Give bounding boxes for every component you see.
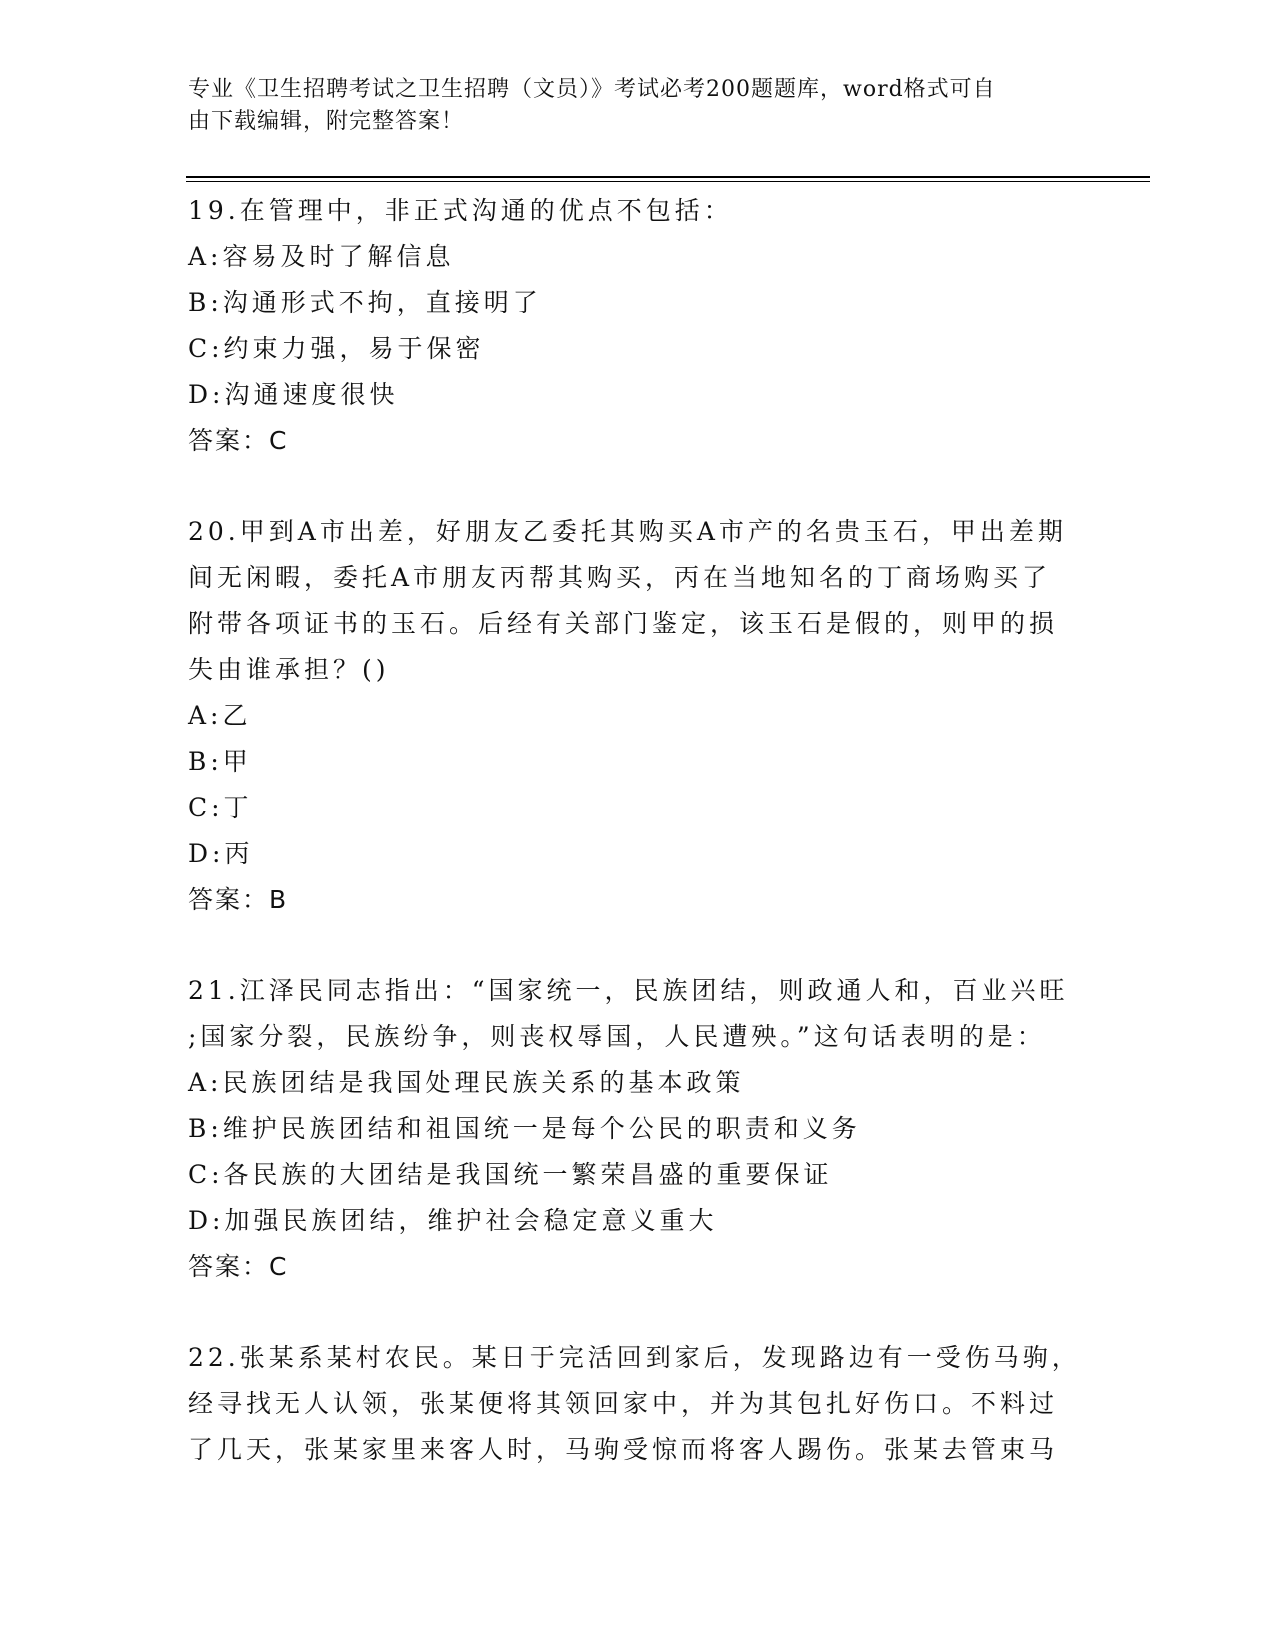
- option-c: C:约束力强，易于保密: [188, 334, 485, 363]
- option-b: B:沟通形式不拘，直接明了: [188, 288, 542, 317]
- question-stem: 19.在管理中，非正式沟通的优点不包括：: [188, 196, 733, 225]
- question-list: [188, 188, 1088, 1473]
- option-d: D:丙: [188, 839, 254, 868]
- option-c: C:各民族的大团结是我国统一繁荣昌盛的重要保证: [188, 1160, 833, 1189]
- question-block: [188, 509, 1088, 923]
- header-line: 专业《卫生招聘考试之卫生招聘（文员）》考试必考200题题库，word格式可自: [188, 77, 996, 102]
- answer-key: 答案：C: [188, 426, 289, 455]
- header-line: 由下载编辑，附完整答案！: [188, 109, 465, 134]
- question-block: [188, 968, 1088, 1290]
- document-header: [188, 74, 1068, 138]
- header-divider: [186, 176, 1150, 178]
- option-a: A:容易及时了解信息: [188, 242, 455, 271]
- question-stem: 22.张某系某村农民。某日于完活回到家后，发现路边有一受伤马驹，: [188, 1343, 1081, 1372]
- question-stem: 间无闲暇，委托A市朋友丙帮其购买，丙在当地知名的丁商场购买了: [188, 563, 1052, 592]
- option-b: B:甲: [188, 747, 252, 776]
- question-stem: 20.甲到A市出差，好朋友乙委托其购买A市产的名贵玉石，甲出差期: [188, 517, 1067, 546]
- question-stem: 了几天，张某家里来客人时，马驹受惊而将客人踢伤。张某去管束马: [188, 1435, 1059, 1464]
- question-stem: 经寻找无人认领，张某便将其领回家中，并为其包扎好伤口。不料过: [188, 1389, 1059, 1418]
- answer-key: 答案：C: [188, 1252, 289, 1281]
- question-stem: ;国家分裂，民族纷争，则丧权辱国，人民遭殃。”这句话表明的是：: [188, 1022, 1046, 1051]
- question-stem: 附带各项证书的玉石。后经有关部门鉴定，该玉石是假的，则甲的损: [188, 609, 1059, 638]
- question-block: [188, 188, 1088, 464]
- question-block: [188, 1335, 1088, 1473]
- question-stem: 失由谁承担？(): [188, 655, 390, 684]
- question-stem: 21.江泽民同志指出：“国家统一，民族团结，则政通人和，百业兴旺: [188, 976, 1069, 1005]
- option-a: A:乙: [188, 701, 252, 730]
- option-a: A:民族团结是我国处理民族关系的基本政策: [188, 1068, 745, 1097]
- option-d: D:沟通速度很快: [188, 380, 399, 409]
- header-divider: [186, 181, 1150, 182]
- option-b: B:维护民族团结和祖国统一是每个公民的职责和义务: [188, 1114, 861, 1143]
- option-c: C:丁: [188, 793, 253, 822]
- option-d: D:加强民族团结，维护社会稳定意义重大: [188, 1206, 718, 1235]
- answer-key: 答案：B: [188, 885, 289, 914]
